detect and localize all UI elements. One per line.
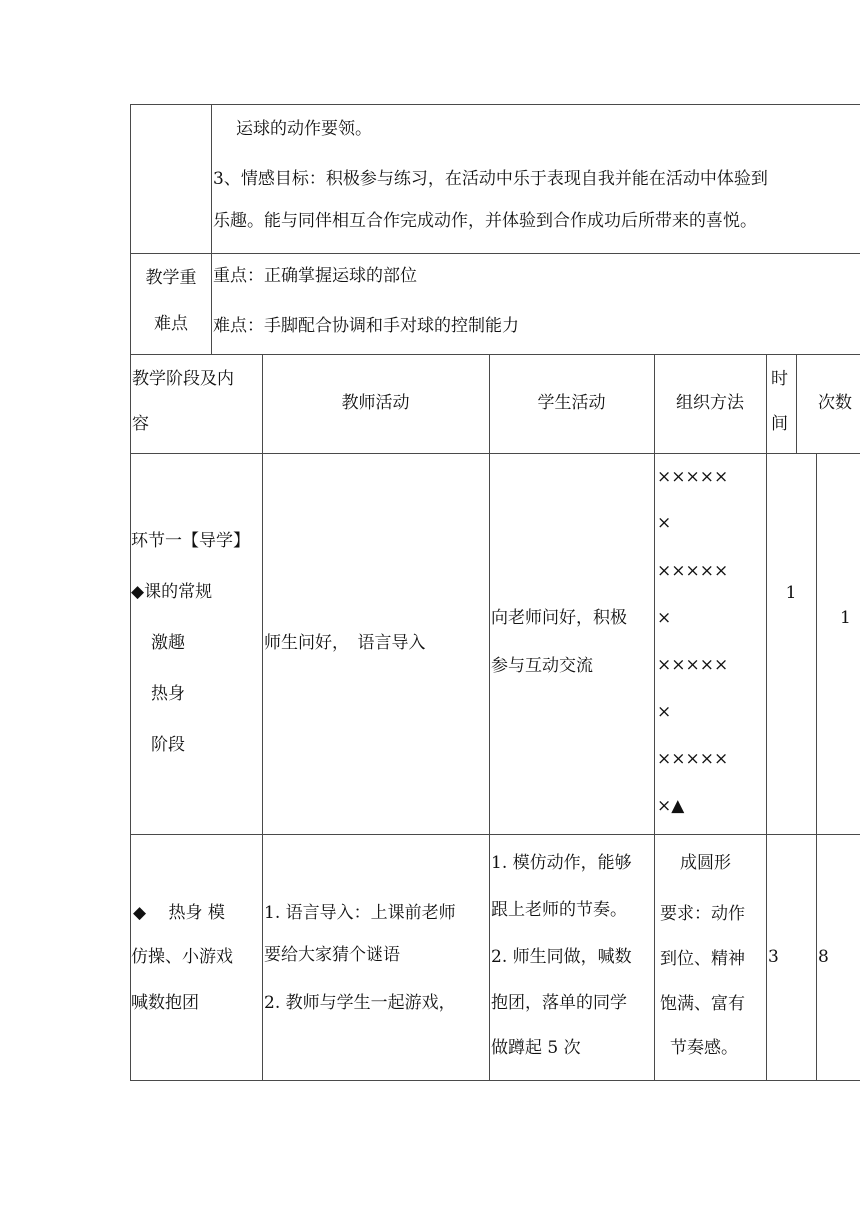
s1-stage-2: ◆课的常规: [131, 582, 213, 602]
s1-teacher: 师生问好， 语言导入: [264, 633, 426, 653]
rule-col-teacher: [262, 354, 263, 1080]
header-stage-2: 容: [132, 414, 149, 434]
s2-student-2: 跟上老师的节奏。: [491, 900, 627, 920]
s2-student-3: 2. 师生同做，喊数: [491, 947, 632, 967]
rule-after-header: [130, 453, 860, 454]
rule-after-keypoints: [130, 354, 860, 355]
s2-org-4: 饱满、富有: [660, 994, 745, 1014]
rule-col-time: [766, 354, 767, 1080]
header-count: 次数: [818, 393, 852, 413]
s1-stage-3: 激趣: [151, 633, 185, 653]
s2-stage-2: 仿操、小游戏: [131, 947, 233, 967]
header-organization: 组织方法: [676, 393, 744, 413]
s2-time: 3: [768, 947, 779, 967]
header-stage-1: 教学阶段及内: [132, 369, 234, 389]
s1-time: 1: [785, 583, 797, 603]
s2-teacher-3: 2. 教师与学生一起游戏，: [264, 993, 456, 1013]
rule-col-org: [654, 354, 655, 1080]
s1-org-1: ×××××: [657, 467, 729, 487]
s1-student-1: 向老师问好，积极: [491, 608, 627, 628]
s1-org-5: ×××××: [657, 655, 729, 675]
header-time-1: 时: [771, 369, 788, 389]
rule-label-divider: [211, 104, 212, 354]
rule-col-count: [816, 453, 817, 1080]
s2-stage-1: ◆ 热身 模: [133, 903, 225, 923]
s2-teacher-2: 要给大家猜个谜语: [264, 945, 400, 965]
s2-stage-3: 喊数抱团: [131, 993, 199, 1013]
s2-student-4: 抱团，落单的同学: [491, 993, 627, 1013]
s2-org-3: 到位、精神: [660, 949, 745, 969]
s1-stage-1: 环节一【导学】: [131, 531, 250, 551]
keypoints-label-2: 难点: [154, 314, 188, 334]
rule-col-count-header: [796, 354, 797, 453]
s2-org-2: 要求：动作: [660, 904, 745, 924]
s2-teacher-1: 1. 语言导入：上课前老师: [264, 903, 456, 923]
keypoints-label-1: 教学重: [145, 268, 197, 288]
header-time-2: 间: [771, 414, 788, 434]
s1-org-4: ×: [657, 608, 672, 628]
s1-org-7: ×××××: [657, 749, 729, 769]
s2-count: 8: [818, 947, 829, 967]
rule-after-section1: [130, 834, 860, 835]
s1-student-2: 参与互动交流: [491, 656, 593, 676]
s2-org-5: 节奏感。: [670, 1038, 738, 1058]
rule-bottom: [130, 1080, 860, 1081]
objective-line-1: 运球的动作要领。: [236, 119, 372, 139]
rule-top: [130, 104, 860, 105]
rule-after-objectives: [130, 253, 860, 254]
s1-org-8: ×▲: [657, 796, 685, 816]
key-focus: 重点：正确掌握运球的部位: [213, 266, 417, 286]
s1-stage-4: 热身: [151, 684, 185, 704]
objective-line-3: 乐趣。能与同伴相互合作完成动作，并体验到合作成功后所带来的喜悦。: [213, 211, 757, 231]
s2-student-5: 做蹲起 5 次: [491, 1038, 581, 1058]
key-difficulty: 难点：手脚配合协调和手对球的控制能力: [213, 316, 519, 336]
header-teacher: 教师活动: [341, 393, 410, 413]
rule-col-student: [489, 354, 490, 1080]
s1-stage-5: 阶段: [151, 735, 185, 755]
s1-org-2: ×: [657, 513, 672, 533]
s2-student-1: 1. 模仿动作，能够: [491, 853, 632, 873]
s2-org-1: 成圆形: [680, 853, 731, 873]
s1-org-6: ×: [657, 702, 672, 722]
s1-org-3: ×××××: [657, 561, 729, 581]
header-student: 学生活动: [537, 393, 606, 413]
objective-line-2: 3、情感目标：积极参与练习，在活动中乐于表现自我并能在活动中体验到: [213, 169, 768, 189]
s1-count: 1: [840, 608, 851, 628]
